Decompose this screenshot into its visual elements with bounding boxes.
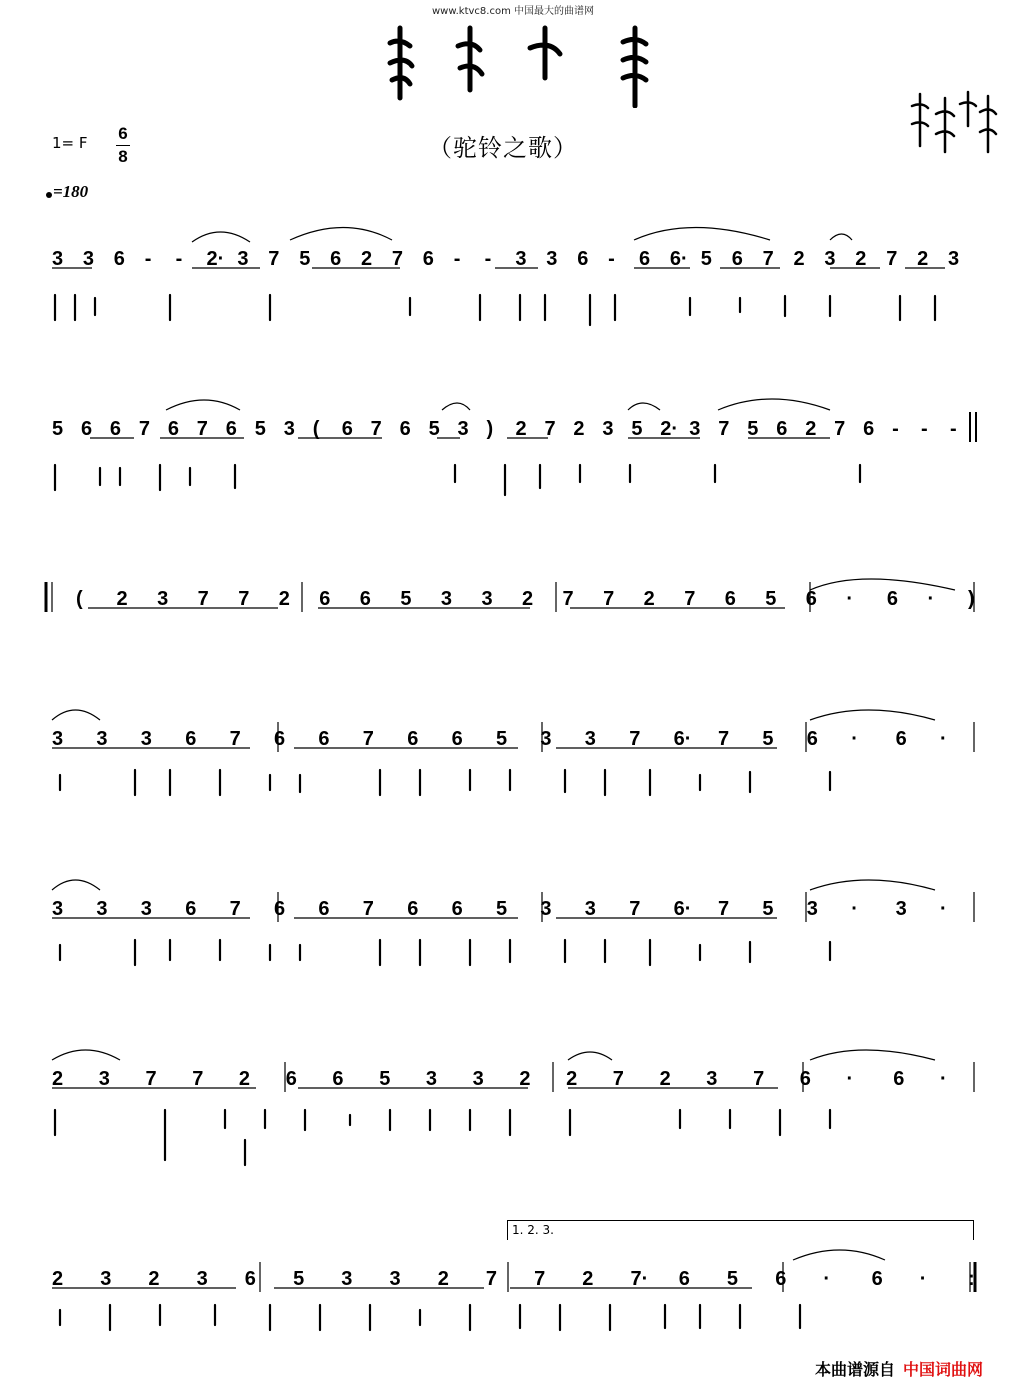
score-note: 6· (673, 728, 692, 750)
score-note: 6 (330, 248, 342, 270)
score-note: 3 (96, 728, 108, 750)
score-note: · (940, 1068, 947, 1090)
score-note: 5 (379, 1068, 391, 1090)
score-note: 2· (660, 418, 679, 440)
score-note: 7 (612, 1068, 624, 1090)
score-note: 7 (145, 1068, 157, 1090)
score-note: 2 (855, 248, 867, 270)
score-note: · (919, 1268, 927, 1290)
score-note: 3 (824, 248, 836, 270)
score-note: 3 (457, 418, 469, 440)
score-note: 7 (238, 588, 250, 610)
score-note: 6 (244, 1268, 256, 1290)
score-note: 7 (534, 1268, 546, 1290)
score-note: ) (486, 418, 494, 440)
score-note: - (608, 248, 615, 270)
score-note: 6 (422, 248, 434, 270)
score-note: ( (312, 418, 320, 440)
score-note: 2 (52, 1268, 64, 1290)
score-note: 2 (437, 1268, 449, 1290)
score-note: 6 (274, 898, 286, 920)
score-note: 6 (109, 418, 122, 440)
score-note: 6 (332, 1068, 344, 1090)
score-note: 7 (753, 1068, 765, 1090)
watermark: www.ktvc8.com 中国最大的曲谱网 (432, 6, 595, 17)
score-note: 6 (871, 1268, 883, 1290)
score-note: 6· (669, 248, 688, 270)
score-note: 7 (762, 248, 774, 270)
score-note: 6 (678, 1268, 690, 1290)
score-note: 6 (225, 418, 237, 440)
score-note: 3 (540, 898, 552, 920)
score-note: 3 (196, 1268, 208, 1290)
score-note: · (846, 1068, 854, 1090)
score-note: 3 (895, 898, 907, 920)
score-note: - (921, 418, 928, 440)
score-note: - (892, 418, 899, 440)
score-note: 5 (428, 418, 440, 440)
score-note: 7 (886, 248, 898, 270)
mongolian-lyrics (55, 295, 935, 1330)
score-note: 3 (515, 248, 527, 270)
score-note: 2 (582, 1268, 594, 1290)
score-note: 3 (52, 898, 64, 920)
tempo-value: =180 (53, 182, 89, 201)
score-note: 7 (229, 898, 241, 920)
score-note: · (940, 898, 947, 920)
score-note: 7 (629, 728, 641, 750)
score-note: 2 (148, 1268, 160, 1290)
score-note: 3 (389, 1268, 401, 1290)
song-subtitle: （驼铃之歌） (428, 134, 578, 162)
score-note: 7 (370, 418, 382, 440)
score-note: 5 (765, 588, 777, 610)
time-numerator: 6 (118, 124, 128, 143)
score-note: 5 (496, 728, 508, 750)
score-note: 3 (472, 1068, 484, 1090)
score-note: · (846, 588, 854, 610)
score-note: 6 (318, 898, 330, 920)
score-note: 3 (140, 898, 152, 920)
score-note: 6 (776, 418, 788, 440)
score-note: 7 (196, 418, 208, 440)
score-note: 6 (806, 728, 818, 750)
score-note: 3 (689, 418, 701, 440)
score-note: 6 (185, 728, 197, 750)
score-note: 6· (673, 898, 692, 920)
score-note: 2 (573, 418, 585, 440)
footer-right: 中国词曲网 (903, 1360, 984, 1379)
footer-left: 本曲谱源自 (815, 1360, 896, 1379)
score-note: 6 (724, 588, 736, 610)
score-note: 7 (684, 588, 696, 610)
score-note: 2 (793, 248, 805, 270)
score-note: 6 (359, 588, 371, 610)
score-note: 6 (81, 418, 93, 440)
score-note: 2 (361, 248, 373, 270)
score-note: 6 (893, 1068, 905, 1090)
score-note: - (950, 418, 957, 440)
score-note: 7 (229, 728, 241, 750)
score-note: 6 (886, 588, 899, 610)
score-note: 3 (100, 1268, 112, 1290)
score-note: 3 (283, 418, 295, 440)
score-note: 7 (834, 418, 846, 440)
score-note: 7 (485, 1268, 498, 1290)
score-note: · (927, 588, 935, 610)
score-note: 7 (362, 728, 374, 750)
volta-bracket (507, 1220, 974, 1240)
score-note: 6 (799, 1068, 811, 1090)
time-denominator: 8 (118, 147, 128, 166)
score-note: · (823, 1268, 831, 1290)
score-note: 2 (278, 588, 290, 610)
score-note: 3 (98, 1068, 110, 1090)
score-note: 3 (546, 248, 558, 270)
score-note: 6 (167, 418, 180, 440)
score-note: 7 (197, 588, 209, 610)
score-note: 2 (519, 1068, 531, 1090)
score-note: - (144, 248, 152, 270)
score-note: 6 (451, 898, 463, 920)
score-note: 5 (762, 728, 774, 750)
score-note: 3 (440, 588, 453, 610)
score-note: 3 (341, 1268, 353, 1290)
score-note: 3 (96, 898, 108, 920)
score-note: 3 (948, 248, 960, 270)
score-note: 3 (481, 588, 493, 610)
score-note: 7 (138, 418, 151, 440)
score-note: 3 (140, 728, 152, 750)
score-note: 5 (52, 418, 64, 440)
score-note: 6 (274, 728, 286, 750)
score-note: 6 (285, 1068, 297, 1090)
score-note: 3 (52, 728, 64, 750)
score-note: 6 (407, 728, 419, 750)
score-note: 6 (775, 1268, 787, 1290)
score-note: 7 (718, 418, 730, 440)
score-note: 7 (391, 248, 404, 270)
score-note: 7 (718, 728, 730, 750)
score-note: 5 (700, 248, 712, 270)
score-note: 6 (185, 898, 197, 920)
score-note: 7 (268, 248, 280, 270)
volta-label: 1. 2. 3. (512, 1223, 554, 1237)
score-note: 6 (407, 898, 419, 920)
key-signature: 1= F (52, 134, 88, 152)
score-note: 6 (731, 248, 743, 270)
score-note: 2 (805, 418, 817, 440)
score-note: 7 (192, 1068, 204, 1090)
score-note: · (851, 728, 858, 750)
score-note: - (175, 248, 183, 270)
score-note: 2 (52, 1068, 64, 1090)
score-note: 7 (603, 588, 615, 610)
score-note: 6 (863, 418, 875, 440)
score-note: - (484, 248, 492, 270)
score-note: 6 (805, 588, 817, 610)
score-note: 6 (895, 728, 907, 750)
score-note: 3 (602, 418, 614, 440)
score-note: 3 (584, 898, 596, 920)
score-note: 5 (747, 418, 759, 440)
score-note: 2 (566, 1068, 578, 1090)
score-note: 6 (639, 248, 651, 270)
score-note: 6 (577, 248, 589, 270)
score-note: 5 (293, 1268, 305, 1290)
score-note: 3 (425, 1068, 438, 1090)
score-note: 3 (706, 1068, 718, 1090)
score-note: 2 (643, 588, 655, 610)
score-note: 3 (806, 898, 818, 920)
score-note: 6 (319, 588, 331, 610)
score-note: 5 (400, 588, 412, 610)
score-note: 3 (540, 728, 552, 750)
score-note: 3 (82, 248, 95, 270)
score-note: 7· (630, 1268, 649, 1290)
score-note: 6 (451, 728, 463, 750)
score-note: 7 (562, 588, 574, 610)
score-note: 5 (762, 898, 774, 920)
score-note: 2· (206, 248, 225, 270)
score-note: - (453, 248, 461, 270)
score-note: 6 (399, 418, 411, 440)
score-note: ( (76, 588, 83, 610)
score-note: 5 (496, 898, 508, 920)
score-note: ) (968, 588, 975, 610)
score-note: 2 (116, 588, 128, 610)
score-note: 7 (362, 898, 374, 920)
score-note: 2 (917, 248, 929, 270)
score-note: 2 (515, 418, 527, 440)
score-note: 5 (254, 418, 266, 440)
score-note: 3 (52, 248, 64, 270)
score-note: 2 (522, 588, 534, 610)
score-note: 3 (237, 248, 249, 270)
score-note: 7 (629, 898, 641, 920)
score-note: 7 (544, 418, 556, 440)
score-note: 2 (238, 1068, 251, 1090)
footer-source (815, 1357, 983, 1380)
score-note: 7 (718, 898, 730, 920)
score-note: 6 (341, 418, 353, 440)
score-note: 6 (318, 728, 330, 750)
score-note: 3 (157, 588, 169, 610)
score-note: 6 (113, 248, 125, 270)
score-note: · (940, 728, 947, 750)
score-note: 5 (299, 248, 311, 270)
score-note: · (851, 898, 858, 920)
score-note: 3 (584, 728, 596, 750)
score-note: : (968, 1268, 975, 1290)
score-note: 2 (659, 1068, 671, 1090)
score-note: 5 (726, 1268, 739, 1290)
score-note: 5 (631, 418, 643, 440)
